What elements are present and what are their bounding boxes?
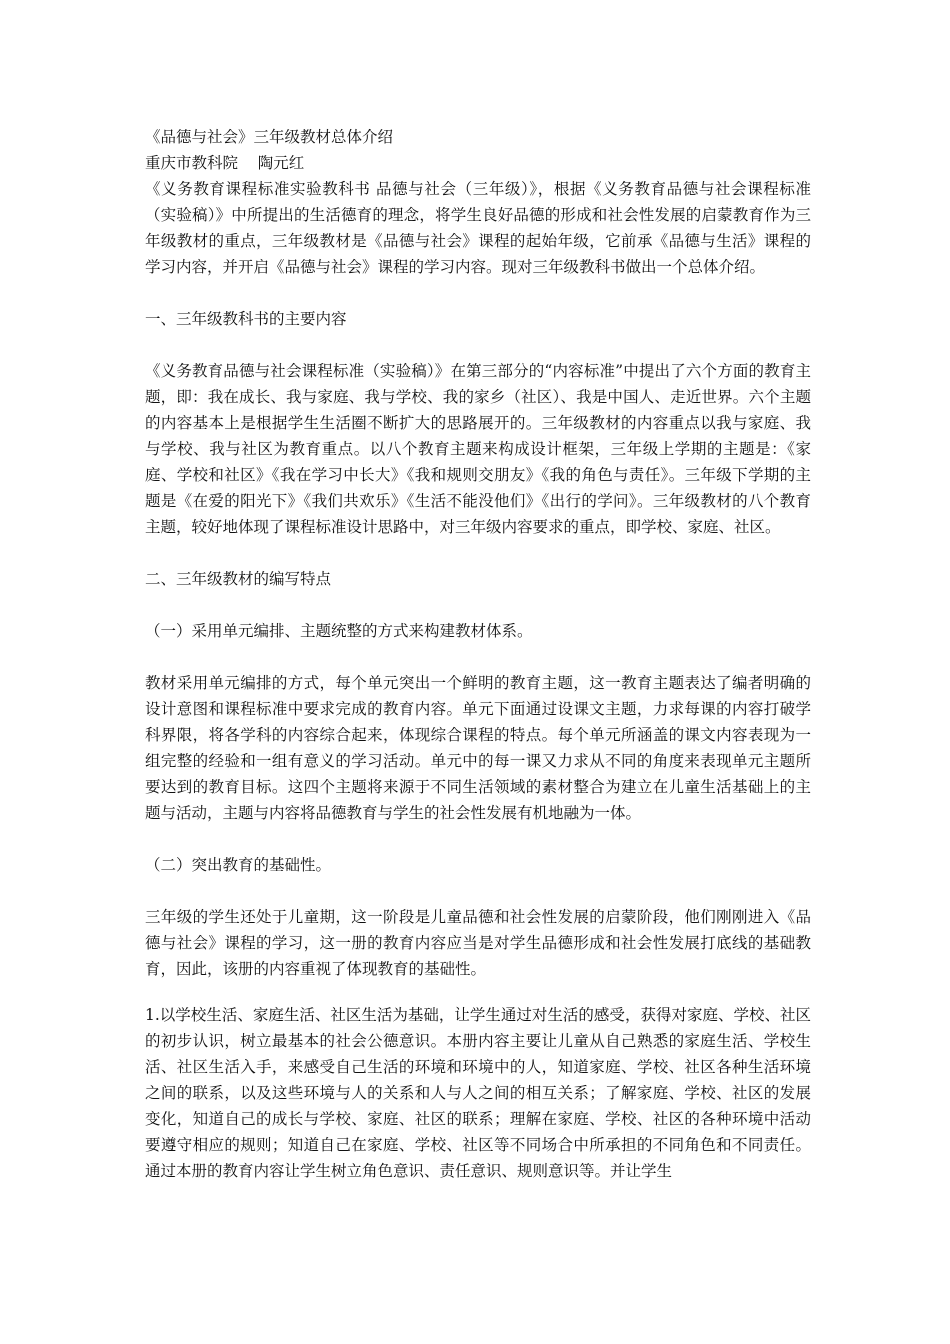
document-page	[145, 124, 811, 1184]
section-1-paragraph: 《义务教育品德与社会课程标准（实验稿）》在第三部分的“内容标准”中提出了六个方面的教育主题，即：我在成长、我与家庭、我与学校、我的家乡（社区）、我是中国人、走近世界。六个主题的内容基本上是根据学生生活圈不断扩大的思路展开的。三年级教材的内容重点以我与家庭、我与学校、我与社区为教育重点。以八个教育主题来构成设计框架，三年级上学期的主题是：《家庭、学校和社区》《我在学习中长大》《我和规则交朋友》《我的角色与责任》。三年级下学期的主题是《在爱的阳光下》《我们共欢乐》《生活不能没他们》《出行的学问》。三年级教材的八个教育主题，较好地体现了课程标准设计思路中，对三年级内容要求的重点，即学校、家庭、社区。	[145, 362, 811, 536]
section-1-heading: 一、三年级教科书的主要内容	[145, 310, 347, 328]
subsection-2-heading: （二）突出教育的基础性。	[145, 856, 332, 874]
subsection-1-heading: （一）采用单元编排、主题统整的方式来构建教材体系。	[145, 622, 533, 640]
section-2-heading: 二、三年级教材的编写特点	[145, 570, 332, 588]
author-line: 重庆市教科院 陶元红	[145, 154, 305, 172]
document-title: 《品德与社会》三年级教材总体介绍	[145, 128, 394, 146]
intro-paragraph: 《义务教育课程标准实验教科书 品德与社会（三年级）》，根据《义务教育品德与社会课程标准（实验稿）》中所提出的生活德育的理念，将学生良好品德的形成和社会性发展的启蒙教育作为三年级教材的重点，三年级教材是《品德与社会》课程的起始年级，它前承《品德与生活》课程的学习内容，并开启《品德与社会》课程的学习内容。现对三年级教科书做出一个总体介绍。	[145, 180, 811, 276]
point-1-paragraph: 1.以学校生活、家庭生活、社区生活为基础，让学生通过对生活的感受，获得对家庭、学校、社区的初步认识，树立最基本的社会公德意识。本册内容主要让儿童从自己熟悉的家庭生活、学校生活、社区生活入手，来感受自己生活的环境和环境中的人，知道家庭、学校、社区各种生活环境之间的联系，以及这些环境与人的关系和人与人之间的相互关系；了解家庭、学校、社区的发展变化，知道自己的成长与学校、家庭、社区的联系；理解在家庭、学校、社区的各种环境中活动要遵守相应的规则；知道自己在家庭、学校、社区等不同场合中所承担的不同角色和不同责任。通过本册的教育内容让学生树立角色意识、责任意识、规则意识等。并让学生	[145, 1006, 811, 1180]
subsection-1-paragraph: 教材采用单元编排的方式，每个单元突出一个鲜明的教育主题，这一教育主题表达了编者明确的设计意图和课程标准中要求完成的教育内容。单元下面通过设课文主题，力求每课的内容打破学科界限，将各学科的内容综合起来，体现综合课程的特点。每个单元所涵盖的课文内容表现为一组完整的经验和一组有意义的学习活动。单元中的每一课又力求从不同的角度来表现单元主题所要达到的教育目标。这四个主题将来源于不同生活领域的素材整合为建立在儿童生活基础上的主题与活动，主题与内容将品德教育与学生的社会性发展有机地融为一体。	[145, 674, 811, 822]
subsection-2-paragraph: 三年级的学生还处于儿童期，这一阶段是儿童品德和社会性发展的启蒙阶段，他们刚刚进入《品德与社会》课程的学习，这一册的教育内容应当是对学生品德形成和社会性发展打底线的基础教育，因此，该册的内容重视了体现教育的基础性。	[145, 908, 811, 978]
